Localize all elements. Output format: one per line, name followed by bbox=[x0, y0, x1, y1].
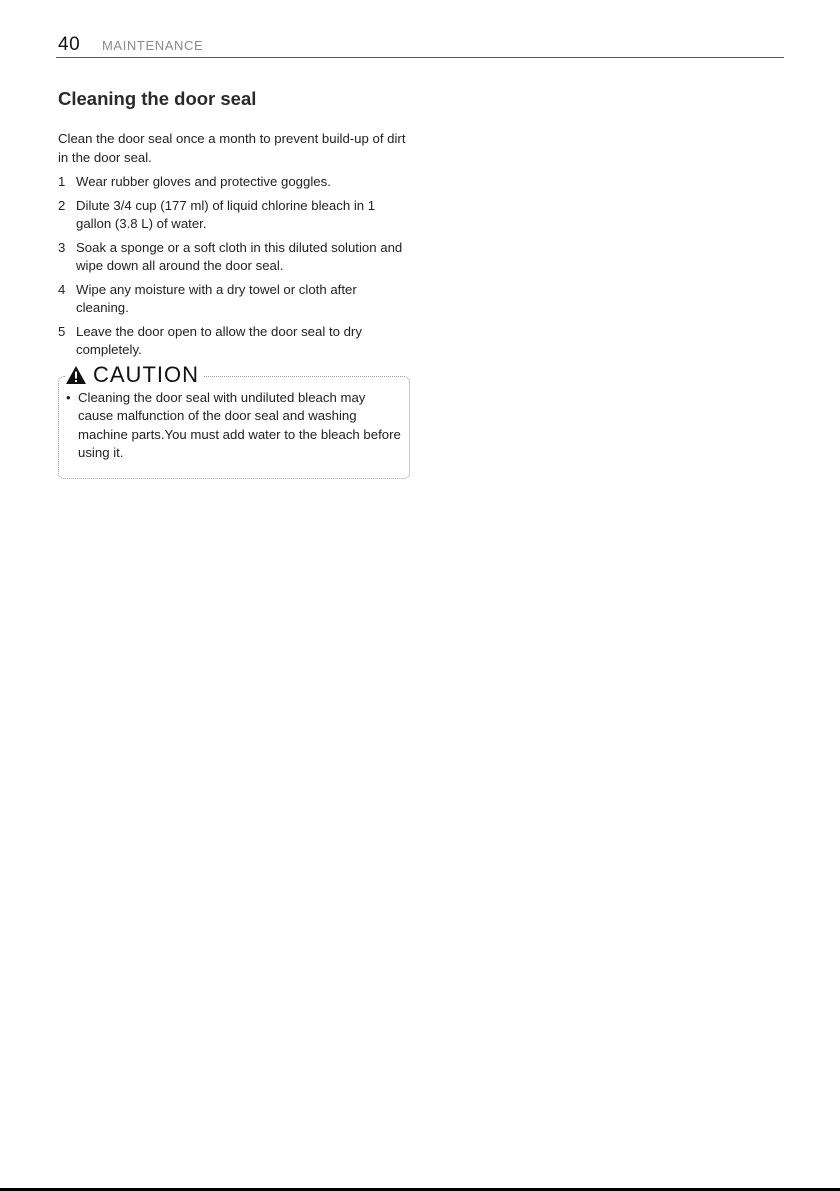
step-item bbox=[58, 239, 410, 276]
step-item bbox=[58, 173, 410, 192]
section-name: MAINTENANCE bbox=[102, 38, 204, 53]
step-text: Dilute 3/4 cup (177 ml) of liquid chlorine bleach in 1 gallon (3.8 L) of water. bbox=[76, 197, 376, 231]
step-number: 4 bbox=[58, 281, 66, 297]
step-text: Soak a sponge or a soft cloth in this diluted solution and wipe down all around the door seal. bbox=[76, 239, 403, 273]
step-item bbox=[58, 197, 410, 234]
steps-list bbox=[58, 173, 410, 360]
main-content bbox=[58, 88, 410, 479]
step-item bbox=[58, 281, 410, 318]
section-title: Cleaning the door seal bbox=[58, 88, 257, 109]
caution-text: Cleaning the door seal with undiluted bleach may cause malfunction of the door seal and washing machine parts.You must add water to the bleach before using it. bbox=[78, 389, 401, 460]
step-item bbox=[58, 323, 410, 360]
caution-list bbox=[65, 389, 401, 463]
warning-icon bbox=[65, 365, 87, 385]
step-text: Wear rubber gloves and protective goggles. bbox=[76, 174, 331, 189]
caution-title: CAUTION bbox=[93, 361, 199, 387]
caution-header bbox=[65, 362, 204, 388]
step-number: 5 bbox=[58, 323, 66, 339]
caution-item bbox=[65, 389, 401, 463]
step-text: Leave the door open to allow the door seal to dry completely. bbox=[76, 323, 362, 357]
step-number: 1 bbox=[58, 174, 66, 189]
bullet-icon: • bbox=[66, 389, 71, 405]
page-header bbox=[56, 33, 784, 58]
intro-paragraph: Clean the door seal once a month to prevent build-up of dirt in the door seal. bbox=[58, 131, 406, 165]
step-text: Wipe any moisture with a dry towel or cloth after cleaning. bbox=[76, 281, 357, 315]
step-number: 3 bbox=[58, 239, 66, 255]
step-number: 2 bbox=[58, 197, 66, 213]
page-number: 40 bbox=[58, 34, 81, 55]
caution-box bbox=[58, 361, 410, 479]
